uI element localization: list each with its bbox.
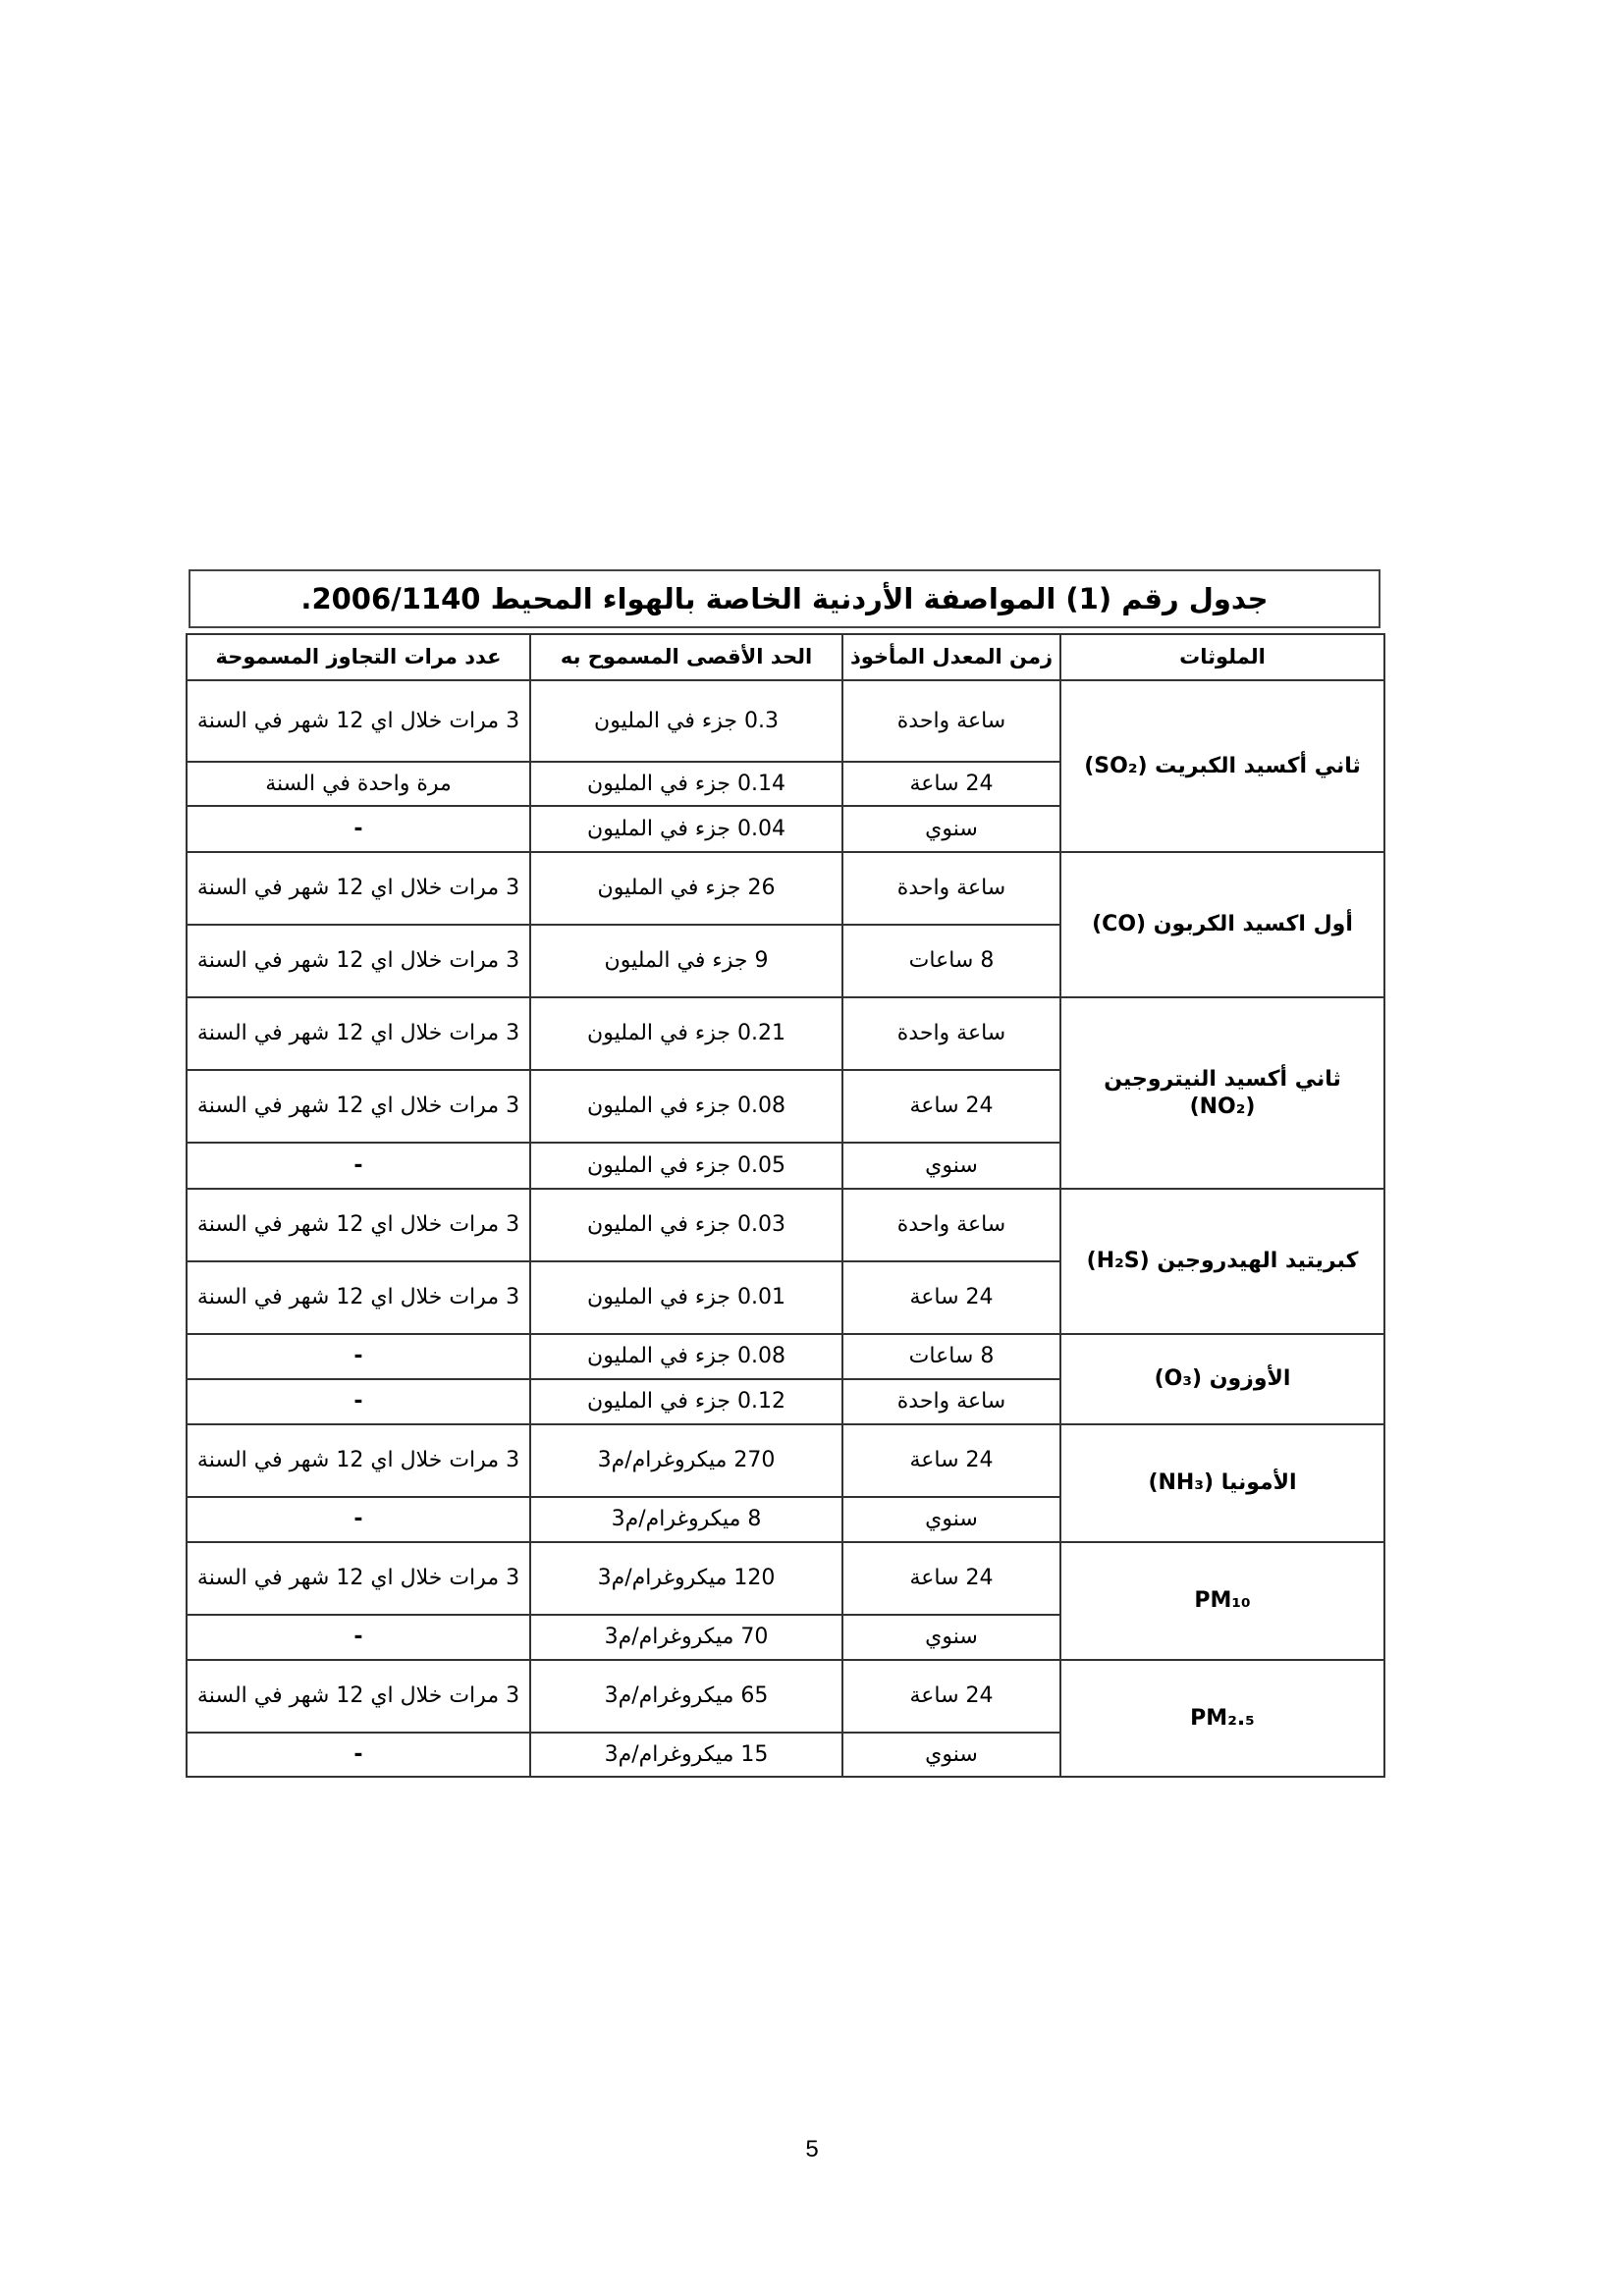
pollutant-cell: ثاني أكسيد النيتروجين (NO₂)	[1060, 997, 1384, 1189]
allowed-exceedances-cell: 3 مرات خلال اي 12 شهر في السنة	[187, 852, 530, 925]
pollutant-cell: الأوزون (O₃)	[1060, 1334, 1384, 1424]
header-pollutant: الملوثات	[1060, 634, 1384, 680]
max-limit-cell: 26 جزء في المليون	[530, 852, 842, 925]
table-row	[187, 1189, 1384, 1261]
averaging-period-cell: ساعة واحدة	[842, 680, 1060, 762]
averaging-period-cell: 24 ساعة	[842, 1542, 1060, 1615]
allowed-exceedances-cell: -	[187, 1497, 530, 1542]
allowed-exceedances-cell: 3 مرات خلال اي 12 شهر في السنة	[187, 1424, 530, 1497]
allowed-exceedances-cell: 3 مرات خلال اي 12 شهر في السنة	[187, 997, 530, 1070]
pollutant-cell: كبريتيد الهيدروجين (H₂S)	[1060, 1189, 1384, 1334]
averaging-period-cell: 8 ساعات	[842, 1334, 1060, 1379]
header-limit: الحد الأقصى المسموح به	[530, 634, 842, 680]
table-title: جدول رقم (1) المواصفة الأردنية الخاصة بالهواء المحيط 2006/1140.	[300, 582, 1269, 615]
page-number: 5	[805, 2136, 819, 2163]
allowed-exceedances-cell: -	[187, 806, 530, 852]
allowed-exceedances-cell: 3 مرات خلال اي 12 شهر في السنة	[187, 1189, 530, 1261]
table-body	[187, 680, 1384, 1777]
pollutant-cell: الأمونيا (NH₃)	[1060, 1424, 1384, 1542]
max-limit-cell: 120 ميكروغرام/م3	[530, 1542, 842, 1615]
allowed-exceedances-cell: -	[187, 1143, 530, 1189]
averaging-period-cell: ساعة واحدة	[842, 1379, 1060, 1424]
max-limit-cell: 0.21 جزء في المليون	[530, 997, 842, 1070]
allowed-exceedances-cell: 3 مرات خلال اي 12 شهر في السنة	[187, 925, 530, 997]
pollutant-cell: ثاني أكسيد الكبريت (SO₂)	[1060, 680, 1384, 852]
averaging-period-cell: سنوي	[842, 1143, 1060, 1189]
allowed-exceedances-cell: 3 مرات خلال اي 12 شهر في السنة	[187, 1660, 530, 1733]
max-limit-cell: 0.08 جزء في المليون	[530, 1070, 842, 1143]
header-period: زمن المعدل المأخوذ	[842, 634, 1060, 680]
max-limit-cell: 0.08 جزء في المليون	[530, 1334, 842, 1379]
max-limit-cell: 15 ميكروغرام/م3	[530, 1733, 842, 1777]
max-limit-cell: 0.3 جزء في المليون	[530, 680, 842, 762]
pollutant-cell: أول اكسيد الكربون (CO)	[1060, 852, 1384, 997]
allowed-exceedances-cell: -	[187, 1379, 530, 1424]
allowed-exceedances-cell: 3 مرات خلال اي 12 شهر في السنة	[187, 1542, 530, 1615]
averaging-period-cell: 24 ساعة	[842, 1261, 1060, 1334]
max-limit-cell: 0.03 جزء في المليون	[530, 1189, 842, 1261]
allowed-exceedances-cell: -	[187, 1334, 530, 1379]
pollutant-cell: PM₁₀	[1060, 1542, 1384, 1660]
max-limit-cell: 270 ميكروغرام/م3	[530, 1424, 842, 1497]
max-limit-cell: 0.14 جزء في المليون	[530, 762, 842, 806]
table-header-row	[187, 634, 1384, 680]
allowed-exceedances-cell: 3 مرات خلال اي 12 شهر في السنة	[187, 1070, 530, 1143]
averaging-period-cell: ساعة واحدة	[842, 1189, 1060, 1261]
table-row	[187, 1542, 1384, 1615]
max-limit-cell: 65 ميكروغرام/م3	[530, 1660, 842, 1733]
averaging-period-cell: سنوي	[842, 1497, 1060, 1542]
max-limit-cell: 8 ميكروغرام/م3	[530, 1497, 842, 1542]
table-row	[187, 852, 1384, 925]
table-caption	[189, 569, 1380, 628]
averaging-period-cell: سنوي	[842, 806, 1060, 852]
averaging-period-cell: 24 ساعة	[842, 1424, 1060, 1497]
averaging-period-cell: 24 ساعة	[842, 1070, 1060, 1143]
allowed-exceedances-cell: -	[187, 1615, 530, 1660]
air-quality-standards-table	[186, 633, 1385, 1778]
max-limit-cell: 70 ميكروغرام/م3	[530, 1615, 842, 1660]
allowed-exceedances-cell: 3 مرات خلال اي 12 شهر في السنة	[187, 1261, 530, 1334]
table-row	[187, 1334, 1384, 1379]
max-limit-cell: 0.01 جزء في المليون	[530, 1261, 842, 1334]
table-row	[187, 680, 1384, 762]
max-limit-cell: 0.04 جزء في المليون	[530, 806, 842, 852]
allowed-exceedances-cell: 3 مرات خلال اي 12 شهر في السنة	[187, 680, 530, 762]
allowed-exceedances-cell: -	[187, 1733, 530, 1777]
table-row	[187, 1424, 1384, 1497]
allowed-exceedances-cell: مرة واحدة في السنة	[187, 762, 530, 806]
averaging-period-cell: سنوي	[842, 1733, 1060, 1777]
table-row	[187, 997, 1384, 1070]
averaging-period-cell: ساعة واحدة	[842, 852, 1060, 925]
averaging-period-cell: 24 ساعة	[842, 1660, 1060, 1733]
averaging-period-cell: ساعة واحدة	[842, 997, 1060, 1070]
averaging-period-cell: 8 ساعات	[842, 925, 1060, 997]
pollutant-cell: PM₂.₅	[1060, 1660, 1384, 1777]
max-limit-cell: 0.05 جزء في المليون	[530, 1143, 842, 1189]
max-limit-cell: 9 جزء في المليون	[530, 925, 842, 997]
table-row	[187, 1660, 1384, 1733]
header-exceedances: عدد مرات التجاوز المسموحة	[187, 634, 530, 680]
averaging-period-cell: 24 ساعة	[842, 762, 1060, 806]
max-limit-cell: 0.12 جزء في المليون	[530, 1379, 842, 1424]
averaging-period-cell: سنوي	[842, 1615, 1060, 1660]
